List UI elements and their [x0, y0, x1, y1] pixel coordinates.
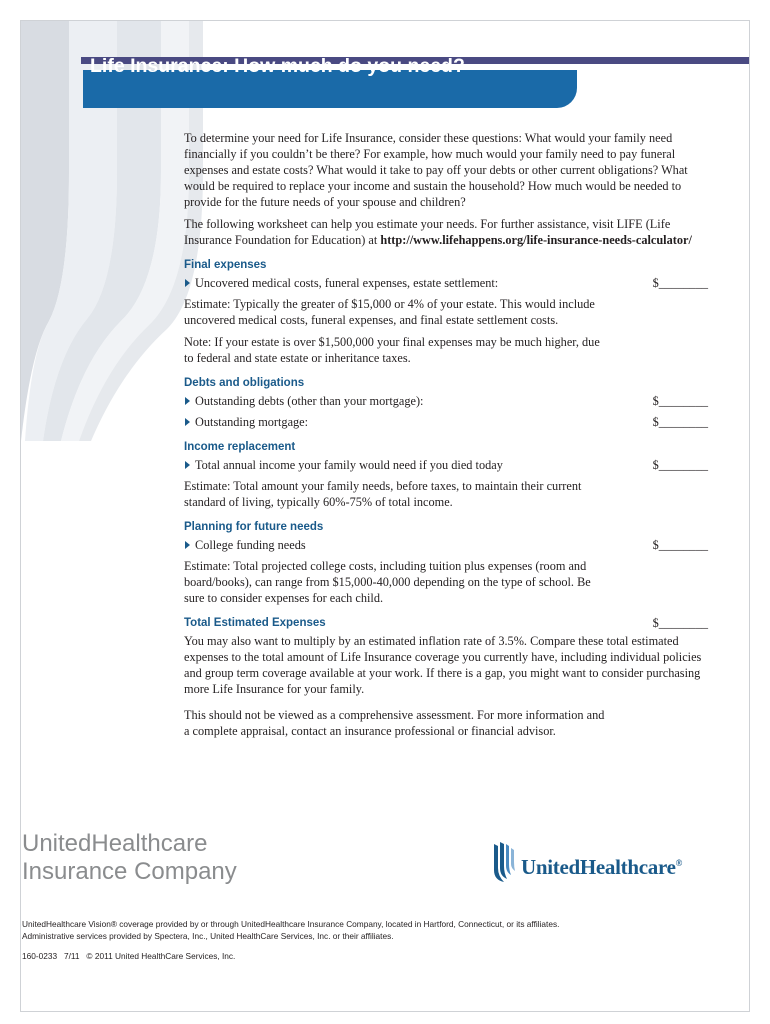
footer-administrative-line: Administrative services provided by Spectera, Inc., United HealthCare Services, Inc. or their affiliates.	[22, 931, 394, 941]
company-name-line-2: Insurance Company	[22, 858, 237, 885]
bullet-arrow-icon	[185, 541, 190, 549]
bullet-arrow-icon	[185, 418, 190, 426]
amount-field[interactable]: $________	[652, 538, 708, 552]
line-item-outstanding-debts	[184, 393, 708, 409]
section-heading-final-expenses: Final expenses	[184, 259, 267, 271]
page-title: Life Insurance: How much do you need?	[90, 55, 465, 77]
line-item-label: Uncovered medical costs, funeral expenses, estate settlement:	[195, 276, 499, 290]
line-item-annual-income	[184, 457, 708, 473]
registered-mark: ®	[675, 858, 683, 868]
section-heading-total	[184, 615, 708, 631]
unitedhealthcare-logo-wordmark	[521, 855, 682, 880]
amount-field-total[interactable]: $________	[652, 616, 708, 630]
estimate-text: Estimate: Typically the greater of $15,000 or 4% of your estate. This would include uncovered medical costs, funeral expenses, and final estate settlement costs.	[184, 297, 595, 327]
line-item-outstanding-mortgage	[184, 414, 708, 430]
life-calculator-link[interactable]: http://www.lifehappens.org/life-insurance-needs-calculator/	[380, 233, 692, 247]
line-item-label: College funding needs	[195, 538, 306, 552]
intro-text: The following worksheet can help you estimate your needs. For further assistance, visit LIFE (Life Insurance Foundation for Education) at	[184, 217, 671, 247]
estimate-text: Estimate: Total amount your family needs, before taxes, to maintain their current standard of living, typically 60%-75% of total income.	[184, 479, 582, 509]
note-text: Note: If your estate is over $1,500,000 your final expenses may be much higher, due to federal and state estate or inheritance taxes.	[184, 335, 600, 365]
footer-coverage-line: UnitedHealthcare Vision® coverage provided by or through UnitedHealthcare Insurance Company, located in Hartford, Connecticut, or its affiliates.	[22, 919, 560, 929]
logo-wordmark-text: UnitedHealthcare	[521, 855, 676, 879]
company-name	[22, 830, 237, 886]
line-item-label: Outstanding debts (other than your mortgage):	[195, 394, 424, 408]
line-item-college-funding	[184, 537, 708, 553]
footer	[22, 918, 712, 962]
company-name-line-1: UnitedHealthcare	[22, 830, 208, 857]
amount-field[interactable]: $________	[652, 458, 708, 472]
intro-paragraph: To determine your need for Life Insurance, consider these questions: What would your family need financially if you couldn’t be there? For example, how much would your family need to pay funeral expenses and estate costs? What would it take to pay off your debts or other current obligations? What would be required to replace your income and sustain the household? How much would be needed to provide for the future needs of your spouse and children?	[184, 131, 688, 209]
estimate-text: Estimate: Total projected college costs, including tuition plus expenses (room and board/books), can range from $15,000-40,000 depending on the type of school. Be sure to consider expenses for each child.	[184, 559, 591, 605]
amount-field[interactable]: $________	[652, 276, 708, 290]
section-heading-future-needs: Planning for future needs	[184, 521, 324, 533]
total-explanation-text: You may also want to multiply by an estimated inflation rate of 3.5%. Compare these total estimated expenses to the total amount of Life Insurance coverage you currently have, including individual policies and group term coverage available at your work. If there is a gap, you might want to consider purchasing more Life Insurance for your family.	[184, 634, 702, 696]
unitedhealthcare-logo-icon	[492, 840, 518, 884]
worksheet-body	[184, 130, 708, 739]
bullet-arrow-icon	[185, 461, 190, 469]
footer-form-code: 160-0233 7/11 © 2011 United HealthCare Services, Inc.	[22, 951, 236, 961]
intro-paragraph-2	[184, 216, 708, 248]
section-heading-income: Income replacement	[184, 441, 296, 453]
disclaimer-text: This should not be viewed as a comprehensive assessment. For more information and a complete appraisal, contact an insurance professional or financial advisor.	[184, 708, 605, 738]
line-item-label: Outstanding mortgage:	[195, 415, 309, 429]
section-heading-debts: Debts and obligations	[184, 377, 305, 389]
bullet-arrow-icon	[185, 397, 190, 405]
line-item-final-expenses	[184, 275, 708, 291]
bullet-arrow-icon	[185, 279, 190, 287]
amount-field[interactable]: $________	[652, 415, 708, 429]
line-item-label: Total annual income your family would need if you died today	[195, 458, 503, 472]
amount-field[interactable]: $________	[652, 394, 708, 408]
total-heading-label: Total Estimated Expenses	[184, 617, 326, 629]
